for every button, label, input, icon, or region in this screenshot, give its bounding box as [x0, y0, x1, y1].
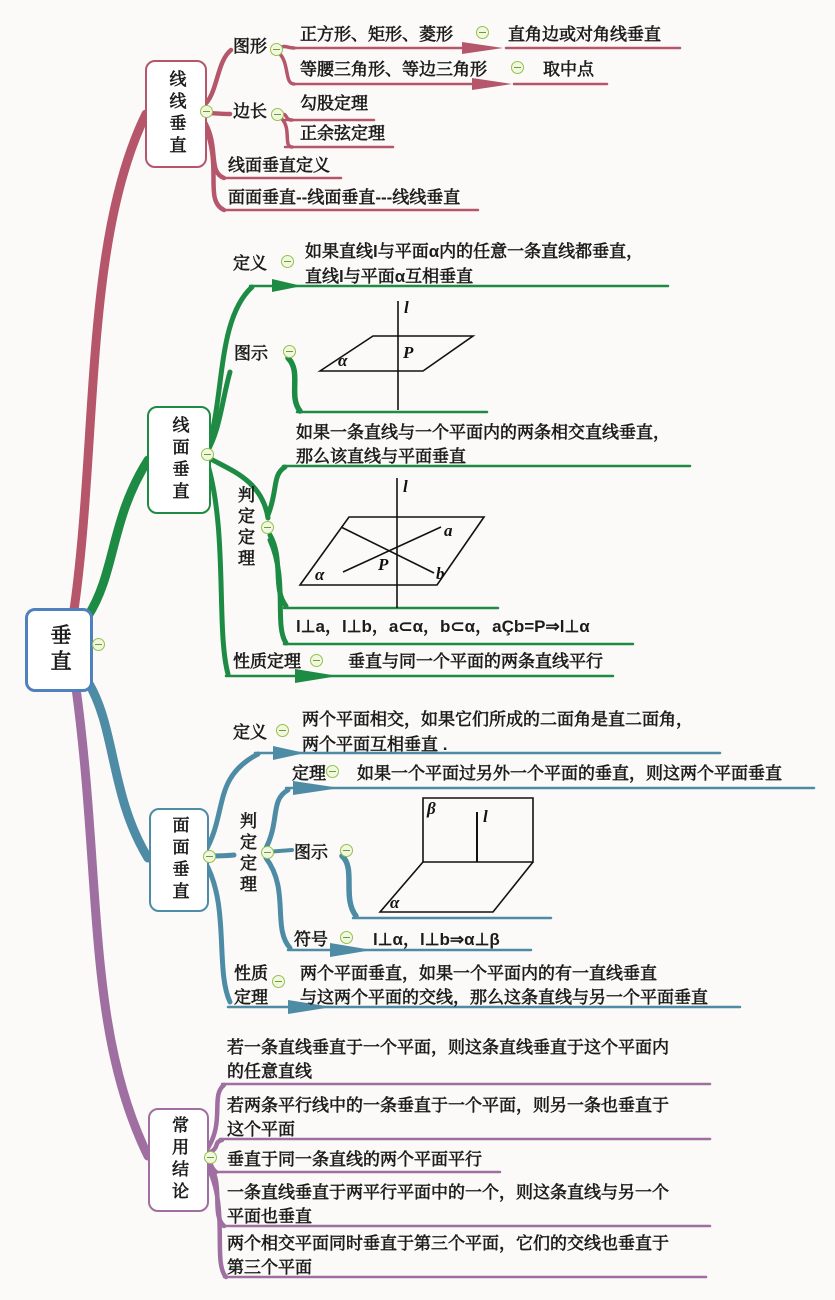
node-green-tushi[interactable]: 图示 [234, 344, 268, 363]
node-blue-fuhao[interactable]: 符号 [294, 930, 328, 949]
collapse-icon-blue-tushi[interactable] [340, 844, 353, 857]
node-line-plane-def[interactable]: 线面垂直定义 [228, 156, 330, 175]
conclusion4-line2[interactable]: 平面也垂直 [227, 1207, 312, 1226]
node-line-plane[interactable] [147, 406, 211, 514]
green-dingyi-line1[interactable]: 如果直线l与平面α内的任意一条直线都垂直， [305, 242, 644, 261]
arrow-green-xingzhi [295, 669, 338, 683]
node-midpoint[interactable]: 取中点 [543, 60, 594, 79]
collapse-icon-green-dingyi[interactable] [281, 255, 294, 268]
collapse-icon-root[interactable] [92, 638, 105, 651]
node-line-line-label: 线线垂直 [166, 70, 186, 158]
node-plane-plane[interactable] [149, 808, 209, 912]
diagram2-label-a: a [444, 521, 453, 540]
arrow-green-def [272, 279, 302, 292]
arrow-row1 [462, 42, 503, 54]
node-line-line[interactable] [145, 60, 207, 168]
collapse-icon-line-line[interactable] [200, 105, 213, 118]
node-green-dingyi[interactable]: 定义 [233, 254, 267, 273]
node-green-panding[interactable]: 判定定理 [235, 486, 254, 570]
node-tuxing[interactable]: 图形 [233, 37, 267, 56]
node-blue-xingzhi-2[interactable]: 定理 [234, 988, 268, 1007]
node-blue-dingli[interactable]: 定理 [292, 764, 326, 783]
collapse-icon-conclusions[interactable] [204, 1151, 217, 1164]
collapse-icon-blue-panding[interactable] [261, 846, 274, 859]
blue-xingzhi-line2[interactable]: 与这两个平面的交线，那么这条直线与另一个平面垂直 [300, 988, 708, 1007]
diagram1-label-l: l [404, 298, 409, 317]
diagram2-label-P: P [378, 555, 389, 574]
arrow-blue-fuhao [330, 943, 372, 957]
collapse-icon-green-tushi[interactable] [283, 345, 296, 358]
trunk-line-plane [88, 460, 148, 616]
collapse-icon-row1[interactable] [476, 26, 489, 39]
collapse-icon-row2[interactable] [511, 61, 524, 74]
node-blue-xingzhi-1[interactable]: 性质 [234, 964, 268, 983]
trunk-line-line [74, 114, 146, 610]
blue-xingzhi-line1[interactable]: 两个平面垂直，如果一个平面内的有一直线垂直 [300, 964, 657, 983]
conclusion4-line1[interactable]: 一条直线垂直于两平行平面中的一个，则这条直线与另一个 [227, 1183, 669, 1202]
node-blue-panding[interactable]: 判定定理 [237, 812, 256, 896]
node-blue-dingyi[interactable]: 定义 [233, 723, 267, 742]
node-line-plane-label: 线面垂直 [169, 416, 189, 504]
diagram1-label-alpha: α [338, 351, 348, 370]
node-chain[interactable]: 面面垂直--线面垂直---线线垂直 [228, 188, 461, 207]
diagram2-label-alpha: α [315, 565, 325, 584]
diagram1-label-P: P [403, 343, 414, 362]
arrow-blue-def [273, 746, 305, 760]
blue-dingyi-line1[interactable]: 两个平面相交，如果它们所成的二面角是直二面角， [302, 710, 693, 729]
node-triangles[interactable]: 等腰三角形、等边三角形 [300, 60, 487, 79]
node-shapes-quad[interactable]: 正方形、矩形、菱形 [300, 25, 453, 44]
node-conclusions[interactable] [148, 1108, 209, 1212]
node-gougu[interactable]: 勾股定理 [300, 94, 368, 113]
collapse-icon-plane-plane[interactable] [203, 850, 216, 863]
diagram3-label-alpha: α [390, 893, 400, 912]
collapse-icon-green-panding[interactable] [261, 521, 274, 534]
diagram2-label-b: b [436, 564, 445, 583]
root-label: 垂直 [48, 624, 71, 676]
collapse-icon-blue-dingli[interactable] [326, 765, 339, 778]
collapse-icon-green-xingzhi[interactable] [310, 654, 323, 667]
green-formula[interactable]: l⊥a，l⊥b，a⊂α，b⊂α，aÇb=P⇒l⊥α [296, 617, 590, 636]
node-green-xingzhi[interactable]: 性质定理 [233, 652, 301, 671]
node-conclusions-label: 常用结论 [169, 1116, 188, 1204]
conclusion5-line1[interactable]: 两个相交平面同时垂直于第三个平面，它们的交线也垂直于 [227, 1234, 669, 1253]
collapse-icon-tuxing[interactable] [270, 43, 283, 56]
node-zhengyuxian[interactable]: 正余弦定理 [300, 124, 385, 143]
root-node[interactable] [25, 608, 93, 692]
diagram3-label-beta: β [427, 799, 436, 818]
blue-fuhao-text[interactable]: l⊥α，l⊥b⇒α⊥β [373, 930, 500, 949]
diagram-plane-plane [380, 798, 533, 912]
diagram-line-plane-criterion [300, 478, 484, 608]
node-plane-plane-label: 面面垂直 [169, 816, 189, 904]
collapse-icon-line-plane[interactable] [201, 448, 214, 461]
collapse-icon-blue-xingzhi[interactable] [272, 975, 285, 988]
collapse-icon-blue-fuhao[interactable] [340, 931, 353, 944]
collapse-icon-bianchang[interactable] [271, 108, 284, 121]
diagram2-label-l: l [403, 477, 408, 496]
green-panding-line2[interactable]: 那么该直线与平面垂直 [296, 447, 466, 466]
conclusion1-line2[interactable]: 的任意直线 [227, 1062, 312, 1081]
collapse-icon-blue-dingyi[interactable] [276, 724, 289, 737]
green-dingyi-line2[interactable]: 直线l与平面α互相垂直 [305, 267, 474, 286]
blue-dingyi-line2[interactable]: 两个平面互相垂直 . [302, 735, 448, 754]
green-xingzhi-text[interactable]: 垂直与同一个平面的两条直线平行 [348, 652, 603, 671]
conclusion2-line1[interactable]: 若两条平行线中的一条垂直于一个平面，则另一条也垂直于 [227, 1096, 669, 1115]
conclusion1-line1[interactable]: 若一条直线垂直于一个平面，则这条直线垂直于这个平面内 [227, 1038, 669, 1057]
conclusion3[interactable]: 垂直于同一条直线的两个平面平行 [227, 1150, 482, 1169]
node-bianchang[interactable]: 边长 [233, 102, 267, 121]
node-right-angle-diagonal[interactable]: 直角边或对角线垂直 [508, 25, 661, 44]
conclusion5-line2[interactable]: 第三个平面 [227, 1258, 312, 1277]
diagram3-label-l: l [483, 807, 488, 826]
blue-dingli-text[interactable]: 如果一个平面过另外一个平面的垂直，则这两个平面垂直 [357, 764, 782, 783]
node-blue-tushi[interactable]: 图示 [294, 843, 328, 862]
trunk-plane-plane [88, 682, 148, 858]
green-panding-line1[interactable]: 如果一条直线与一个平面内的两条相交直线垂直， [296, 423, 670, 442]
conclusion2-line2[interactable]: 这个平面 [227, 1120, 295, 1139]
